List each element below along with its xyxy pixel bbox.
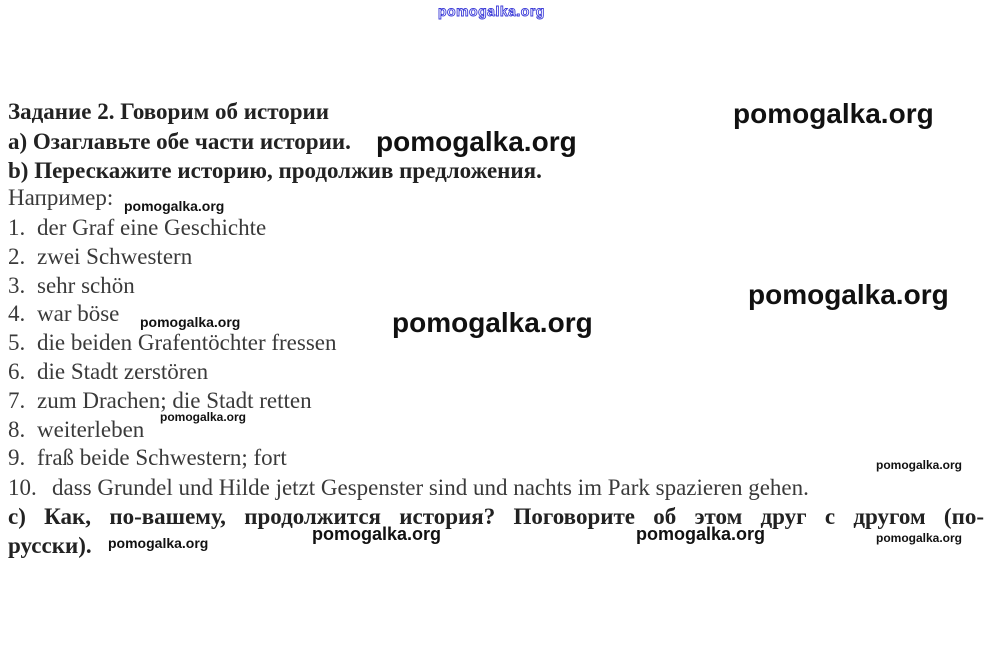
watermark: pomogalka.org bbox=[748, 279, 949, 310]
list-item-number: 5. bbox=[8, 330, 26, 355]
list-item bbox=[8, 389, 312, 412]
example-label: Например: bbox=[8, 185, 114, 210]
task-title: Задание 2. Говорим об истории bbox=[8, 99, 330, 124]
list-item-text: fraß beide Schwestern; fort bbox=[37, 445, 287, 470]
list-item-number: 6. bbox=[8, 359, 26, 384]
list-item bbox=[8, 216, 266, 239]
list-item-text: weiterleben bbox=[37, 417, 145, 442]
list-item-text: zum Drachen; die Stadt retten bbox=[37, 388, 312, 413]
list-item-text: die beiden Grafentöchter fressen bbox=[37, 330, 337, 355]
list-item-number: 2. bbox=[8, 244, 26, 269]
list-item bbox=[8, 331, 337, 354]
list-item-text: dass Grundel und Hilde jetzt Gespenster sind und nachts im Park spazieren gehen. bbox=[52, 475, 809, 500]
list-item-text: zwei Schwestern bbox=[37, 244, 193, 269]
list-item-text: der Graf eine Geschichte bbox=[37, 215, 267, 240]
watermark: pomogalka.org bbox=[376, 126, 577, 157]
watermark: pomogalka.org bbox=[140, 314, 241, 330]
task-part-b: b) Перескажите историю, продолжив предложения. bbox=[8, 158, 542, 183]
watermark: pomogalka.org bbox=[876, 458, 963, 472]
list-item-text: war böse bbox=[37, 301, 120, 326]
watermark: pomogalka.org bbox=[160, 410, 247, 424]
watermark: pomogalka.org bbox=[108, 535, 209, 551]
list-item-number: 9. bbox=[8, 445, 26, 470]
list-item-text: die Stadt zerstören bbox=[37, 359, 209, 384]
task-part-c: c) Как, по-вашему, продолжится история? Поговорите об этом друг с другом (по- bbox=[8, 504, 984, 529]
watermark: pomogalka.org bbox=[124, 198, 225, 214]
task-part-a: a) Озаглавьте обе части истории. bbox=[8, 129, 351, 154]
list-item-number: 8. bbox=[8, 417, 26, 442]
list-item-number: 10. bbox=[8, 475, 37, 500]
task-part-c-continued: русски). bbox=[8, 533, 92, 558]
list-item bbox=[8, 418, 144, 441]
watermark: pomogalka.org bbox=[392, 307, 593, 338]
watermark: pomogalka.org bbox=[876, 531, 963, 545]
list-item-number: 3. bbox=[8, 273, 26, 298]
list-item-number: 1. bbox=[8, 215, 26, 240]
watermark: pomogalka.org bbox=[636, 524, 766, 544]
watermark: pomogalka.org bbox=[733, 98, 934, 129]
list-item bbox=[8, 446, 287, 469]
list-item bbox=[8, 476, 809, 499]
list-item-text: sehr schön bbox=[37, 273, 135, 298]
watermark-top: pomogalka.org bbox=[438, 3, 545, 19]
watermark: pomogalka.org bbox=[312, 524, 442, 544]
list-item-number: 4. bbox=[8, 301, 26, 326]
list-item bbox=[8, 274, 135, 297]
list-item-number: 7. bbox=[8, 388, 26, 413]
list-item bbox=[8, 360, 208, 383]
list-item bbox=[8, 302, 119, 325]
list-item bbox=[8, 245, 192, 268]
